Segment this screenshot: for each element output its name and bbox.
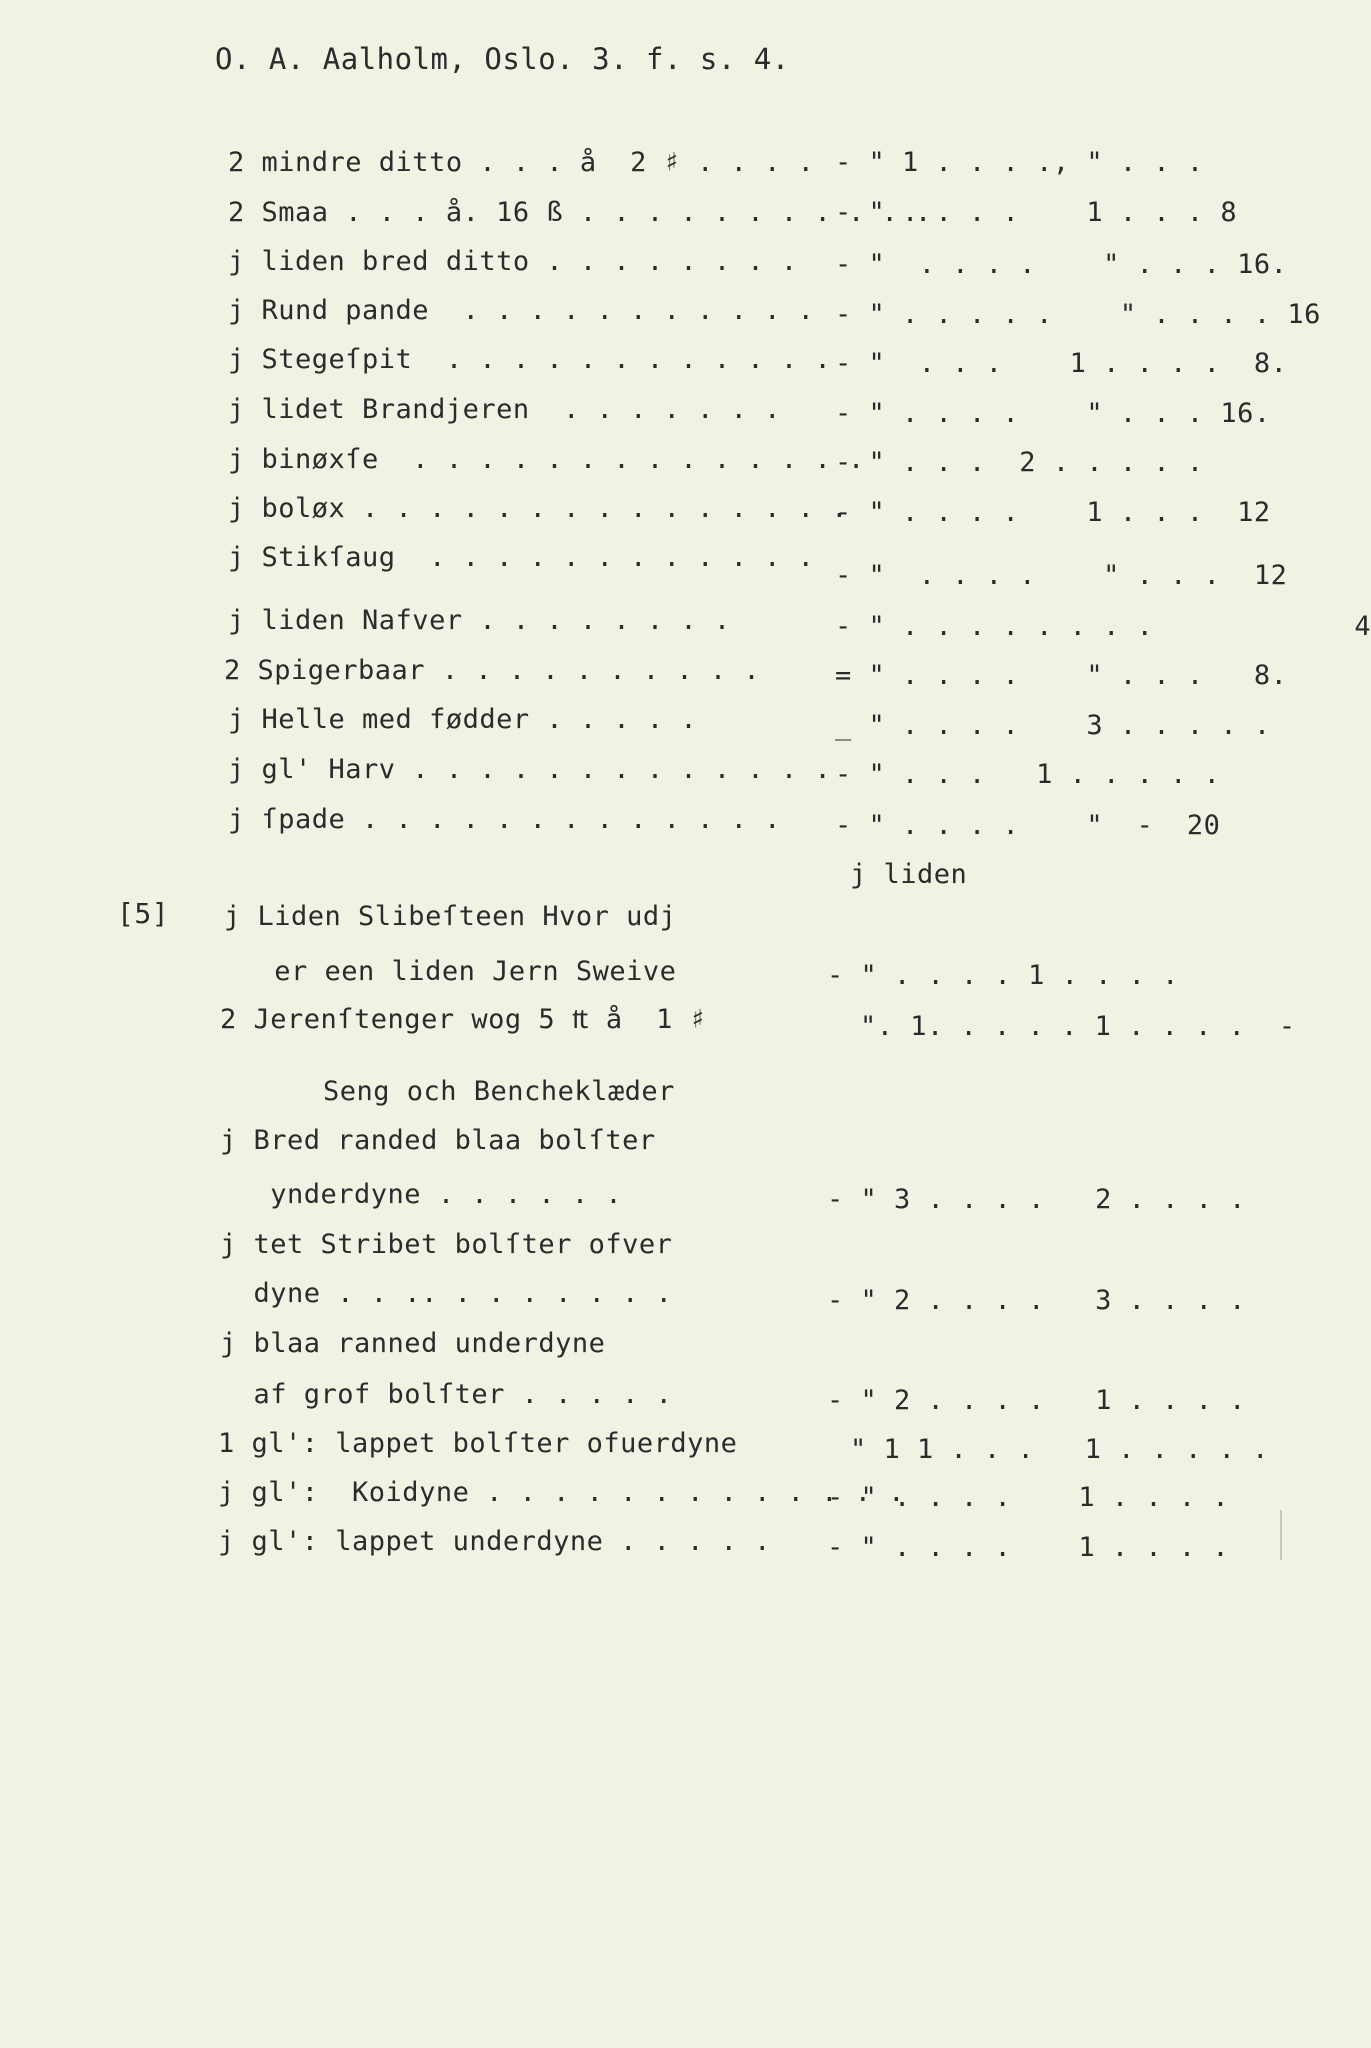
row-item: j ſpade . . . . . . . . . . . . .: [228, 804, 781, 835]
row-value: j liden: [850, 859, 968, 890]
row-item: er een liden Jern Sweive: [224, 956, 677, 987]
row-item: j tet Stribet bolſter ofver: [220, 1229, 673, 1260]
row-item: j binøxſe . . . . . . . . . . . . . .: [228, 444, 865, 475]
row-value: - " 2 . . . . 3 . . . .: [827, 1285, 1246, 1316]
row-item: j Helle med fødder . . . . .: [228, 704, 698, 735]
row-value: - " . . . . " . . . 16.: [835, 249, 1288, 280]
row-item: af grof bolſter . . . . .: [220, 1379, 673, 1410]
row-value: - " 2 . . . . 1 . . . .: [827, 1385, 1246, 1416]
margin-note: [5]: [117, 897, 170, 930]
row-value: - " . . . . " - 20: [835, 810, 1221, 841]
row-value: - " . . . . . . . . 4: [835, 611, 1371, 642]
row-value: - " . . . . " . . . 12: [835, 560, 1288, 591]
row-item: j lidet Brandjeren . . . . . . .: [228, 394, 781, 425]
row-item: 2 Spigerbaar . . . . . . . . . .: [224, 655, 761, 686]
row-value: = " . . . . " . . . 8.: [835, 660, 1288, 691]
row-item: j gl': Koidyne . . . . . . . . . . . . .: [218, 1477, 905, 1508]
row-item: j gl': lappet underdyne . . . . .: [218, 1526, 771, 1557]
row-item: 1 gl': lappet bolſter ofuerdyne: [218, 1428, 738, 1459]
section-heading: Seng och Bencheklæder: [323, 1076, 675, 1107]
row-value: - " . . . . 1 . . . .: [827, 1532, 1230, 1563]
row-value: - " . . . . . " . . . . 16: [835, 299, 1321, 330]
row-item: 2 Smaa . . . å. 16 ß . . . . . . . . . . .: [228, 197, 932, 228]
row-item: j gl' Harv . . . . . . . . . . . . .: [228, 754, 832, 785]
row-item: j Bred randed blaa bolſter: [220, 1125, 656, 1156]
row-value: - " . . . 1 . . . . 8.: [835, 348, 1288, 379]
row-item: 2 Jerenſtenger wog 5 ₶ å 1 ♯: [220, 1004, 707, 1035]
row-value: - " . . . 1 . . . . .: [835, 759, 1221, 790]
row-value: - " 1 . . . ., " . . .: [835, 147, 1204, 178]
row-item: ynderdyne . . . . . .: [220, 1179, 623, 1210]
row-item: j liden bred ditto . . . . . . . .: [228, 246, 798, 277]
row-value: - " . . . . 1 . . . 12: [835, 497, 1271, 528]
row-value: - " . . . . 1 . . . .: [827, 1482, 1230, 1513]
row-item: j Liden Slibeſteen Hvor udj: [224, 901, 677, 932]
row-value: _ " . . . . 3 . . . . .: [835, 710, 1271, 741]
page-header: O. A. Aalholm, Oslo. 3. f. s. 4.: [215, 42, 790, 76]
row-value: - " . . . 2 . . . . .: [835, 447, 1204, 478]
row-value: - " 3 . . . . 2 . . . .: [827, 1184, 1246, 1215]
row-value: - " . . . . 1 . . . .: [827, 960, 1179, 991]
row-value: ". 1. . . . . 1 . . . . -: [860, 1011, 1296, 1042]
row-value: " 1 1 . . . 1 . . . . .: [850, 1434, 1269, 1465]
row-value: - " . . . . " . . . 16.: [835, 398, 1271, 429]
row-item: j boløx . . . . . . . . . . . . . . .: [228, 493, 848, 524]
row-item: j Stegeſpit . . . . . . . . . . . .: [228, 344, 832, 375]
row-value: - " . . . . 1 . . . 8: [835, 197, 1238, 228]
row-item: j blaa ranned underdyne: [220, 1328, 606, 1359]
row-item: j Rund pande . . . . . . . . . . .: [228, 295, 815, 326]
row-item: dyne . . .. . . . . . . .: [220, 1278, 673, 1309]
page-edge-mark: [1280, 1510, 1282, 1560]
row-item: j liden Nafver . . . . . . . .: [228, 605, 731, 636]
row-item: j Stikſaug . . . . . . . . . . . .: [228, 542, 815, 573]
row-item: 2 mindre ditto . . . å 2 ♯ . . . .: [228, 147, 815, 178]
